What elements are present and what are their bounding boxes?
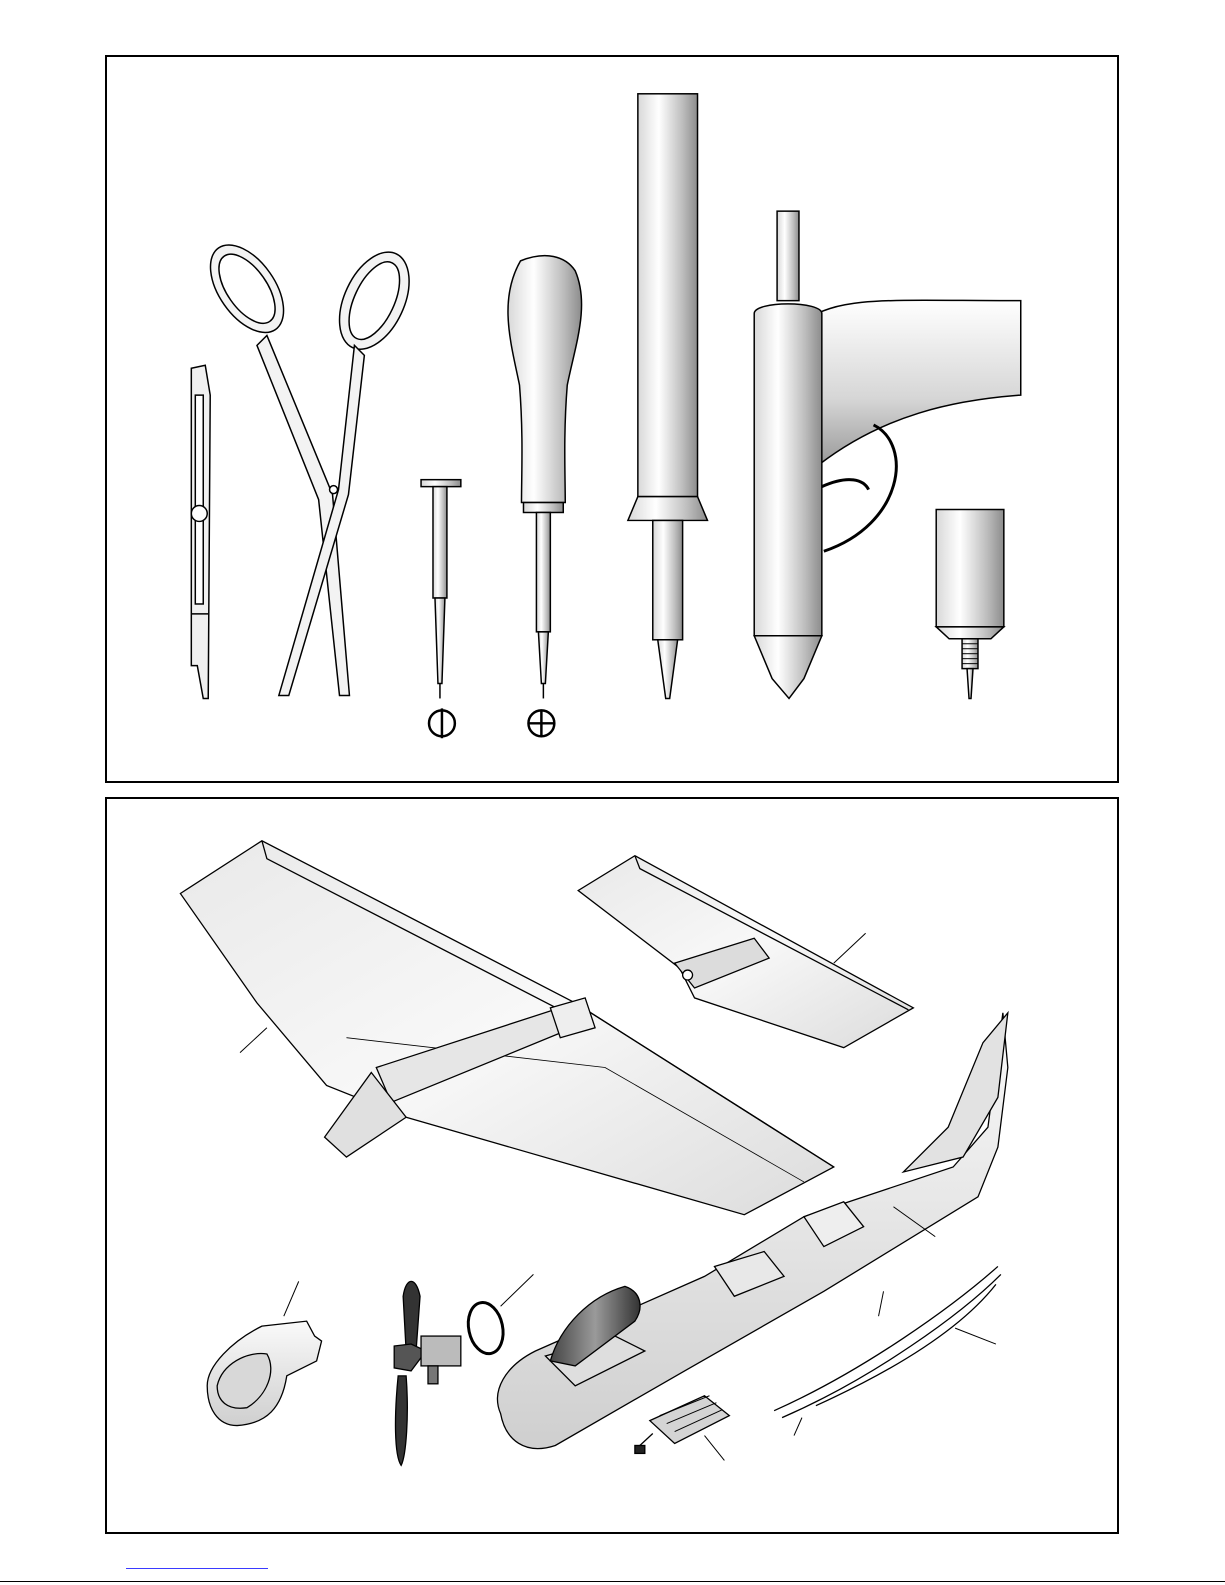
flat-screwdriver-symbol (429, 708, 455, 738)
soldering-iron (628, 94, 708, 699)
flat-screwdriver (421, 480, 461, 699)
parts-panel (105, 797, 1119, 1534)
hobby-knife (191, 365, 210, 698)
footer-rule (0, 1581, 1225, 1582)
tools-panel (105, 55, 1119, 783)
nose-cone (207, 1281, 321, 1425)
main-wing (180, 841, 833, 1215)
battery-pack (635, 1396, 729, 1461)
horizontal-stabilizer (578, 856, 913, 1048)
scissors (196, 232, 424, 695)
parts-illustration (107, 799, 1117, 1532)
phillips-screwdriver-symbol (528, 710, 554, 736)
tools-illustration (107, 57, 1117, 781)
phillips-screwdriver (508, 256, 582, 699)
glue-bottle (936, 510, 1004, 699)
motor-propeller (394, 1281, 461, 1465)
rubber-ring (464, 1274, 534, 1357)
footer-link-line (126, 1568, 268, 1569)
